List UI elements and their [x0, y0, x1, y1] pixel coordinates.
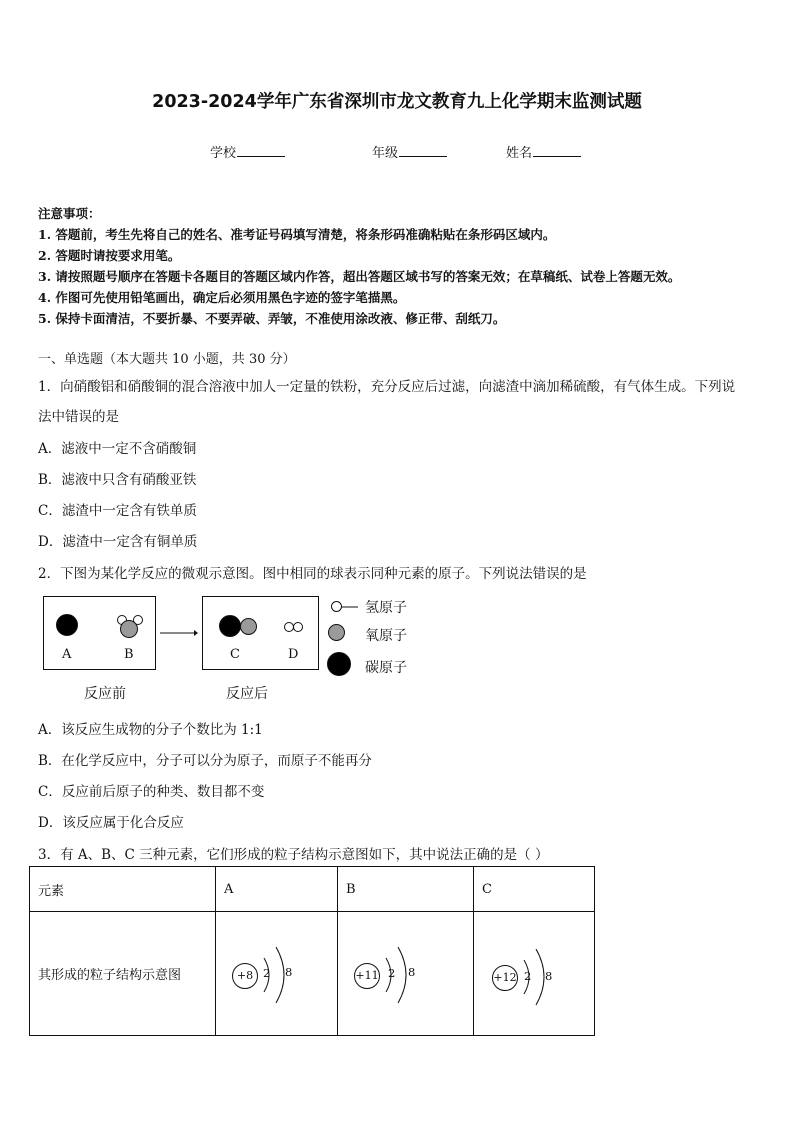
notice-item: 4. 作图可先使用铅笔画出，确定后必须用黑色字迹的签字笔描黑。: [38, 290, 406, 305]
oxygen-atom: [120, 620, 138, 638]
nucleus: +11: [354, 963, 380, 989]
legend-oxygen-icon: [328, 624, 345, 641]
table-row: [30, 912, 595, 1036]
shell1-count: 2: [263, 965, 271, 980]
label-d: D: [288, 647, 299, 662]
q1-option-a[interactable]: A．滤液中一定不含硝酸铜: [38, 441, 197, 457]
atom-diagram-c: [482, 934, 592, 1014]
atom-diagram-b: [346, 934, 456, 1014]
shell1-count: 2: [524, 968, 532, 983]
q2-option-d[interactable]: D．该反应属于化合反应: [38, 815, 184, 831]
before-caption: 反应前: [84, 686, 126, 702]
atom-diagram-a: [224, 934, 334, 1014]
legend-bond-icon: [342, 606, 358, 608]
legend-hydrogen-icon: [331, 601, 342, 612]
notice-block: [38, 203, 680, 329]
grade-field[interactable]: [372, 142, 447, 161]
table-header-row: [30, 867, 595, 912]
school-field[interactable]: [210, 142, 285, 161]
q2-option-a[interactable]: A．该反应生成物的分子个数比为 1:1: [38, 722, 263, 738]
hydrogen-atom: [293, 622, 303, 632]
shell2-count: 8: [545, 968, 553, 983]
after-box: [202, 596, 319, 670]
atom-cell-b: [338, 912, 474, 1036]
label-a: A: [62, 647, 72, 662]
shell1-count: 2: [388, 965, 396, 980]
atom-cell-c: [474, 912, 595, 1036]
legend-hydrogen: 氢原子: [365, 600, 407, 616]
grade-label: 年级: [372, 146, 399, 161]
q1-option-d[interactable]: D．滤渣中一定含有铜单质: [38, 534, 198, 550]
header-cell: B: [338, 867, 474, 912]
label-c: C: [230, 647, 240, 662]
legend-oxygen: 氧原子: [365, 628, 407, 644]
q1-stem-line2: 法中错误的是: [38, 409, 119, 425]
name-field[interactable]: [506, 142, 581, 161]
electron-shells: [482, 934, 592, 1014]
nucleus: +8: [232, 963, 258, 989]
q1-option-b[interactable]: B．滤液中只含有硝酸亚铁: [38, 472, 197, 488]
page-title: 2023-2024学年广东省深圳市龙文教育九上化学期末监测试题: [152, 92, 642, 112]
notice-item: 5. 保持卡面清洁，不要折暴、不要弄破、弄皱，不准使用涂改液、修正带、刮纸刀。: [38, 311, 506, 326]
notice-item: 1. 答题前，考生先将自己的姓名、准考证号码填写清楚，将条形码准确粘贴在条形码区域内。: [38, 227, 556, 242]
notice-item: 3. 请按照题号顺序在答题卡各题目的答题区域内作答，超出答题区域书写的答案无效；在草稿纸、试卷上答题无效。: [38, 269, 681, 284]
shell2-count: 8: [285, 964, 293, 979]
section-heading: 一、单选题（本大题共 10 小题，共 30 分）: [38, 352, 296, 367]
notice-item: 2. 答题时请按要求用笔。: [38, 248, 181, 263]
q1-option-c[interactable]: C．滤渣中一定含有铁单质: [38, 503, 197, 519]
after-caption: 反应后: [226, 686, 268, 702]
legend-carbon-icon: [327, 652, 351, 676]
atom-cell-a: [216, 912, 338, 1036]
element-table: [29, 866, 595, 1036]
q1-stem-line1: 1．向硝酸铝和硝酸铜的混合溶液中加人一定量的铁粉，充分反应后过滤，向滤渣中滴加稀硫酸，有气体生成。下列说: [38, 379, 736, 395]
nucleus: +12: [492, 965, 518, 991]
electron-shells: [224, 934, 334, 1014]
arrow-icon: [160, 628, 198, 638]
label-b: B: [124, 647, 134, 662]
carbon-atom: [56, 614, 78, 636]
shell2-count: 8: [408, 964, 416, 979]
row-label: 其形成的粒子结构示意图: [30, 912, 216, 1036]
header-cell: C: [474, 867, 595, 912]
q2-stem: 2．下图为某化学反应的微观示意图。图中相同的球表示同种元素的原子。下列说法错误的是: [38, 566, 587, 582]
school-label: 学校: [210, 146, 237, 161]
q2-option-c[interactable]: C．反应前后原子的种类、数目都不变: [38, 784, 265, 800]
notice-heading: 注意事项：: [38, 206, 101, 221]
oxygen-atom: [240, 618, 257, 635]
name-label: 姓名: [506, 146, 533, 161]
header-cell: 元素: [30, 867, 216, 912]
carbon-atom: [219, 615, 241, 637]
q2-option-b[interactable]: B．在化学反应中，分子可以分为原子，而原子不能再分: [38, 753, 372, 769]
electron-shells: [346, 934, 456, 1014]
legend-carbon: 碳原子: [365, 660, 407, 676]
q3-stem: 3．有 A、B、C 三种元素，它们形成的粒子结构示意图如下，其中说法正确的是（ ）: [38, 847, 549, 863]
header-cell: A: [216, 867, 338, 912]
